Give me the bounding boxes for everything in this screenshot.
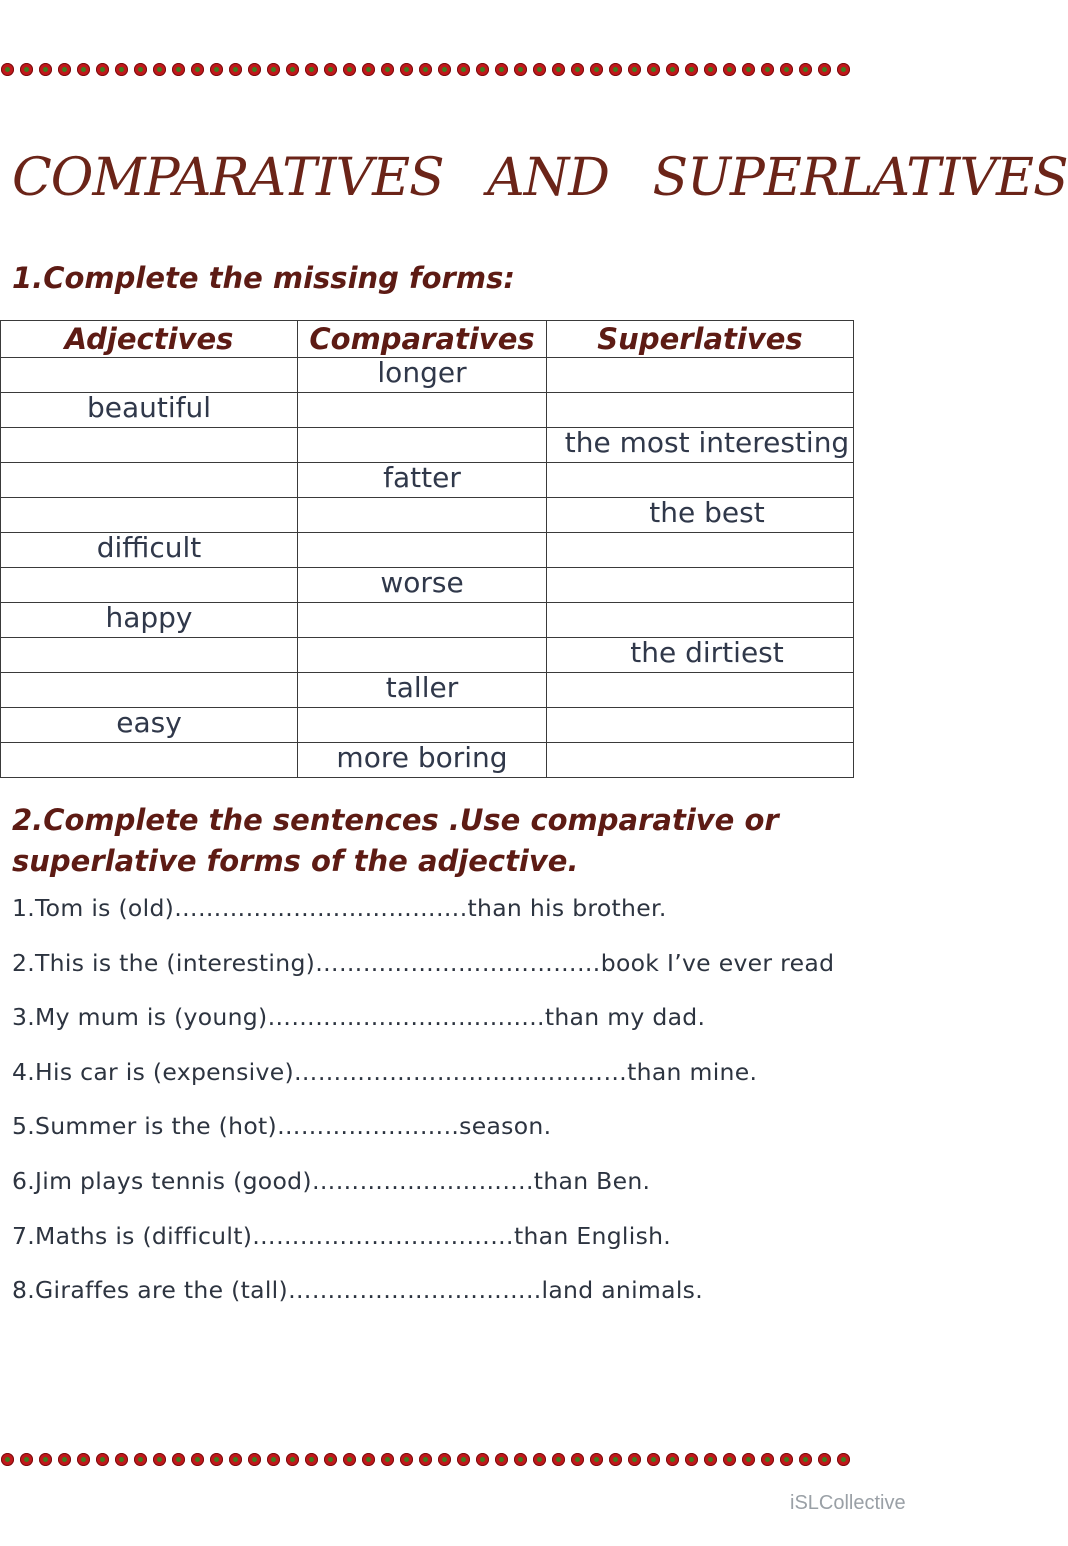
superlative-cell [547, 603, 854, 638]
cell-text: more boring [336, 741, 508, 774]
comparative-cell [298, 533, 547, 568]
red-flower-icon [456, 1452, 471, 1467]
red-flower-icon [304, 62, 319, 77]
adjective-cell [1, 603, 298, 638]
red-flower-icon [418, 1452, 433, 1467]
adjective-cell [1, 498, 298, 533]
red-flower-icon [114, 62, 129, 77]
red-flower-icon [760, 1452, 775, 1467]
red-flower-icon [836, 1452, 851, 1467]
cell-text: taller [385, 671, 459, 704]
table-row [1, 708, 854, 743]
red-flower-icon [627, 1452, 642, 1467]
sentence-8: 8.Giraffes are the (tall)…………………………..land animals. [12, 1276, 703, 1305]
red-flower-icon [361, 62, 376, 77]
red-flower-icon [836, 62, 851, 77]
sentence-3: 3.My mum is (young)……………………………..than my dad. [12, 1003, 706, 1032]
red-flower-icon [798, 1452, 813, 1467]
red-flower-icon [152, 1452, 167, 1467]
red-flower-icon [304, 1452, 319, 1467]
red-flower-icon [741, 62, 756, 77]
red-flower-icon [57, 62, 72, 77]
red-flower-icon [95, 62, 110, 77]
red-flower-icon [266, 62, 281, 77]
red-flower-icon [779, 62, 794, 77]
table-row [1, 568, 854, 603]
red-flower-icon [760, 62, 775, 77]
red-flower-icon [570, 1452, 585, 1467]
superlative-cell [547, 673, 854, 708]
red-flower-icon [209, 1452, 224, 1467]
red-flower-icon [399, 1452, 414, 1467]
red-flower-icon [798, 62, 813, 77]
red-flower-icon [19, 62, 34, 77]
adjective-cell [1, 533, 298, 568]
superlative-cell [547, 393, 854, 428]
sentence-4: 4.His car is (expensive)……………………………………than mine. [12, 1057, 758, 1086]
red-flower-icon [722, 1452, 737, 1467]
superlative-cell [547, 533, 854, 568]
red-flower-icon [551, 1452, 566, 1467]
red-flower-icon [57, 1452, 72, 1467]
red-flower-icon [475, 62, 490, 77]
table-row [1, 358, 854, 393]
red-flower-icon [247, 1452, 262, 1467]
red-flower-icon [228, 62, 243, 77]
comparative-cell [298, 498, 547, 533]
header-superlatives: Superlatives [547, 321, 854, 358]
table-row [1, 673, 854, 708]
comparative-cell [298, 603, 547, 638]
red-flower-icon [342, 1452, 357, 1467]
cell-text: worse [380, 566, 464, 599]
adjective-cell [1, 638, 298, 673]
bottom-flower-border [0, 1448, 837, 1470]
red-flower-icon [779, 1452, 794, 1467]
red-flower-icon [475, 1452, 490, 1467]
table-row [1, 428, 854, 463]
superlative-cell [547, 743, 854, 778]
red-flower-icon [665, 62, 680, 77]
red-flower-icon [114, 1452, 129, 1467]
cell-text: the dirtiest [630, 636, 784, 669]
table-row [1, 533, 854, 568]
sentence-7: 7.Maths is (difficult)……………………………than English. [12, 1221, 672, 1250]
cell-text: the best [649, 496, 765, 529]
comparative-cell [298, 463, 547, 498]
superlative-cell [547, 708, 854, 743]
superlative-cell [547, 638, 854, 673]
red-flower-icon [133, 1452, 148, 1467]
red-flower-icon [323, 62, 338, 77]
red-flower-icon [494, 62, 509, 77]
cell-text: beautiful [86, 391, 212, 424]
red-flower-icon [0, 1452, 15, 1467]
forms-table [0, 320, 854, 778]
red-flower-icon [570, 62, 585, 77]
red-flower-icon [456, 62, 471, 77]
red-flower-icon [589, 1452, 604, 1467]
red-flower-icon [380, 62, 395, 77]
cell-text: longer [377, 356, 467, 389]
red-flower-icon [76, 1452, 91, 1467]
sentence-6: 6.Jim plays tennis (good)……………………….than Ben. [12, 1166, 651, 1195]
red-flower-icon [703, 1452, 718, 1467]
page-title: COMPARATIVES AND SUPERLATIVES [12, 148, 1068, 208]
red-flower-icon [266, 1452, 281, 1467]
comparative-cell [298, 708, 547, 743]
adjective-cell [1, 743, 298, 778]
red-flower-icon [646, 62, 661, 77]
table-row [1, 463, 854, 498]
cell-text: fatter [383, 461, 461, 494]
red-flower-icon [171, 62, 186, 77]
red-flower-icon [0, 62, 15, 77]
red-flower-icon [95, 1452, 110, 1467]
red-flower-icon [703, 62, 718, 77]
red-flower-icon [437, 62, 452, 77]
red-flower-icon [608, 1452, 623, 1467]
red-flower-icon [494, 1452, 509, 1467]
red-flower-icon [532, 1452, 547, 1467]
red-flower-icon [342, 62, 357, 77]
table-row [1, 498, 854, 533]
table-row [1, 638, 854, 673]
red-flower-icon [247, 62, 262, 77]
red-flower-icon [76, 62, 91, 77]
superlative-cell [547, 428, 854, 463]
red-flower-icon [437, 1452, 452, 1467]
sentence-5: 5.Summer is the (hot)…………………..season. [12, 1112, 552, 1141]
red-flower-icon [380, 1452, 395, 1467]
exercise-1-heading: 1.Complete the missing forms: [12, 261, 515, 295]
red-flower-icon [19, 1452, 34, 1467]
superlative-cell [547, 568, 854, 603]
table-header-row [1, 321, 854, 358]
adjective-cell [1, 463, 298, 498]
comparative-cell [298, 393, 547, 428]
superlative-cell [547, 463, 854, 498]
red-flower-icon [513, 1452, 528, 1467]
red-flower-icon [209, 62, 224, 77]
red-flower-icon [817, 1452, 832, 1467]
red-flower-icon [627, 62, 642, 77]
red-flower-icon [285, 62, 300, 77]
red-flower-icon [399, 62, 414, 77]
table-row [1, 393, 854, 428]
cell-text: easy [116, 706, 182, 739]
adjective-cell [1, 708, 298, 743]
red-flower-icon [190, 62, 205, 77]
cell-text: difficult [96, 531, 202, 564]
red-flower-icon [589, 62, 604, 77]
header-adjectives: Adjectives [1, 321, 298, 358]
red-flower-icon [228, 1452, 243, 1467]
table-row [1, 603, 854, 638]
red-flower-icon [361, 1452, 376, 1467]
superlative-cell [547, 498, 854, 533]
adjective-cell [1, 428, 298, 463]
red-flower-icon [171, 1452, 186, 1467]
comparative-cell [298, 673, 547, 708]
sentence-list [12, 894, 834, 1331]
cell-text: the most interesting [564, 426, 850, 459]
adjective-cell [1, 358, 298, 393]
adjective-cell [1, 393, 298, 428]
table-row [1, 743, 854, 778]
adjective-cell [1, 568, 298, 603]
superlative-cell [547, 358, 854, 393]
comparative-cell [298, 638, 547, 673]
red-flower-icon [152, 62, 167, 77]
red-flower-icon [646, 1452, 661, 1467]
red-flower-icon [684, 1452, 699, 1467]
red-flower-icon [190, 1452, 205, 1467]
sentence-2: 2.This is the (interesting)………………………………book I’ve ever read [12, 948, 835, 977]
red-flower-icon [608, 62, 623, 77]
red-flower-icon [817, 62, 832, 77]
cell-text: happy [105, 601, 193, 634]
red-flower-icon [38, 62, 53, 77]
red-flower-icon [418, 62, 433, 77]
comparative-cell [298, 743, 547, 778]
exercise-2-heading: 2.Complete the sentences .Use comparative or superlative forms of the adjective. [12, 803, 779, 878]
top-flower-border [0, 58, 837, 80]
red-flower-icon [38, 1452, 53, 1467]
red-flower-icon [684, 62, 699, 77]
watermark: iSLCollective [790, 1492, 906, 1514]
red-flower-icon [513, 62, 528, 77]
red-flower-icon [722, 62, 737, 77]
header-comparatives: Comparatives [298, 321, 547, 358]
red-flower-icon [551, 62, 566, 77]
sentence-1: 1.Tom is (old)……………………………….than his brother. [12, 894, 667, 922]
red-flower-icon [665, 1452, 680, 1467]
comparative-cell [298, 358, 547, 393]
red-flower-icon [741, 1452, 756, 1467]
red-flower-icon [532, 62, 547, 77]
red-flower-icon [323, 1452, 338, 1467]
comparative-cell [298, 428, 547, 463]
red-flower-icon [285, 1452, 300, 1467]
comparative-cell [298, 568, 547, 603]
red-flower-icon [133, 62, 148, 77]
adjective-cell [1, 673, 298, 708]
